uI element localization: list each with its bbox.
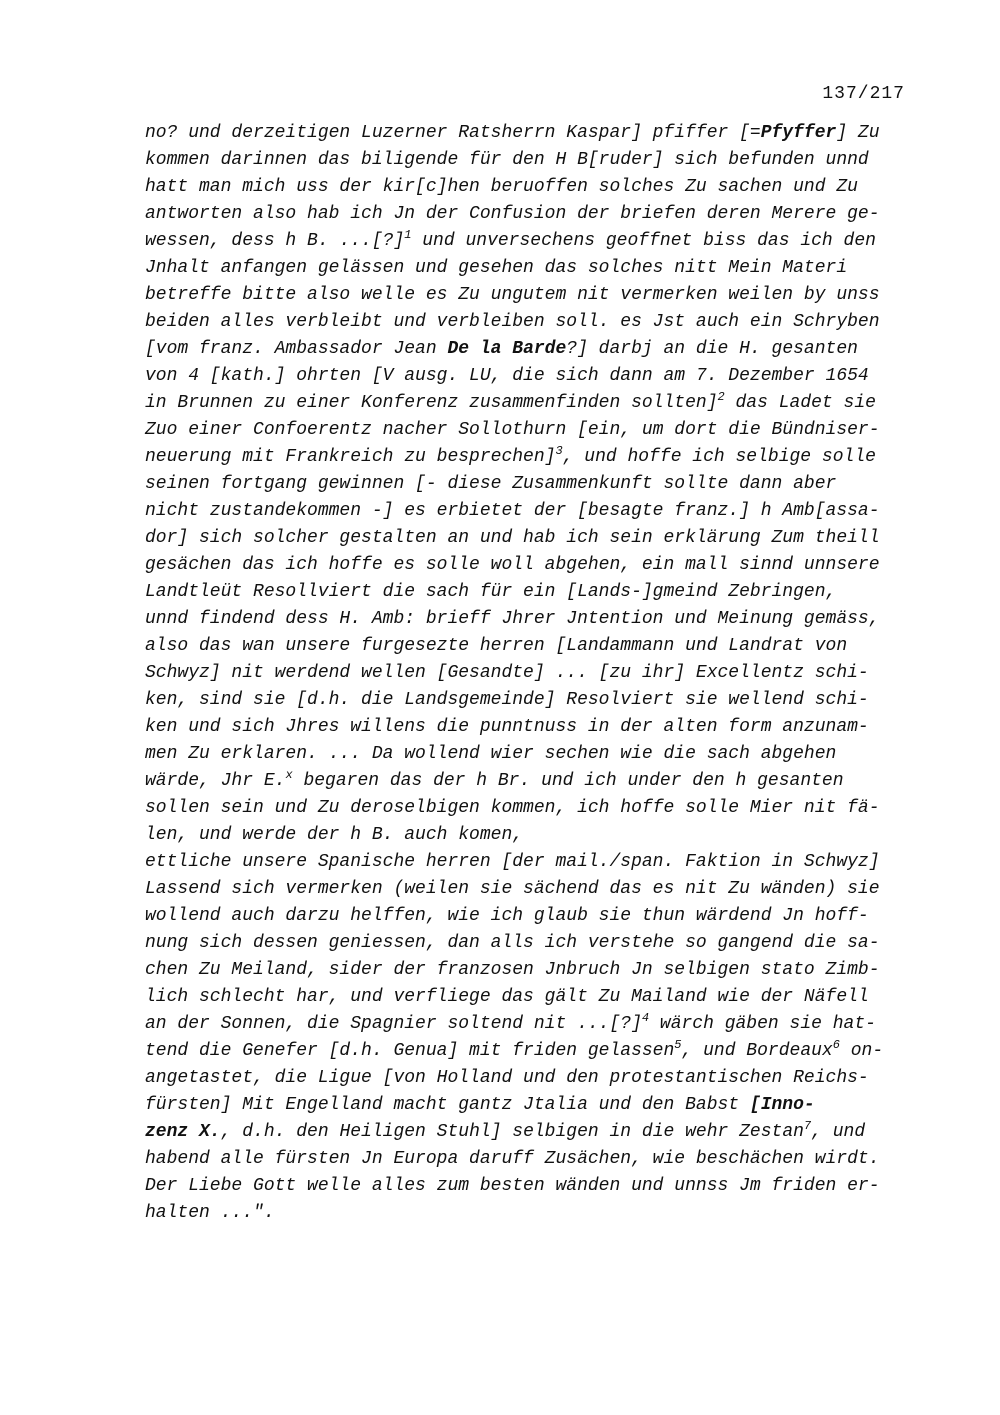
text-line bbox=[145, 417, 925, 444]
text-segment: , und hoffe ich selbige solle bbox=[562, 447, 876, 467]
emphasized-text: [Inno- bbox=[749, 1095, 815, 1115]
emphasized-text: Pfyffer bbox=[760, 123, 837, 143]
text-segment: nicht zustandekommen -] es erbietet der [besagte franz.] h Amb[assa- bbox=[145, 501, 880, 521]
text-segment: sollen sein und Zu deroselbigen kommen, ich hoffe solle Mier nit fä- bbox=[145, 798, 880, 818]
emphasized-text: zenz X. bbox=[145, 1122, 221, 1142]
text-segment: on- bbox=[839, 1041, 884, 1061]
text-segment: Lassend sich vermerken (weilen sie sächend das es nit Zu wänden) sie bbox=[145, 879, 880, 899]
text-segment: wärde, Jhr E. bbox=[145, 771, 286, 791]
text-segment: angetastet, die Ligue [von Holland und den protestantischen Reichs- bbox=[145, 1068, 869, 1088]
text-segment: len, und werde der h B. auch komen, bbox=[145, 825, 524, 845]
text-line bbox=[145, 714, 925, 741]
text-segment: seinen fortgang gewinnen [- diese Zusammenkunft sollte dann aber bbox=[145, 474, 837, 494]
text-segment: das Ladet sie bbox=[724, 393, 876, 413]
text-segment: von 4 [kath.] ohrten [V ausg. LU, die sich dann am 7. Dezember 1654 bbox=[145, 366, 869, 386]
text-line bbox=[145, 525, 925, 552]
text-segment: habend alle fürsten Jn Europa daruff Zusächen, wie beschächen wirdt. bbox=[145, 1149, 880, 1169]
text-segment: wollend auch darzu helffen, wie ich glaub sie thun wärdend Jn hoff- bbox=[145, 906, 869, 926]
text-line bbox=[145, 471, 925, 498]
text-segment: Der Liebe Gott welle alles zum besten wänden und unnss Jm friden er- bbox=[145, 1176, 880, 1196]
text-line bbox=[145, 174, 925, 201]
text-segment: fürsten] Mit Engelland macht gantz Jtalia und den Babst bbox=[145, 1095, 750, 1115]
text-segment: nung sich dessen geniessen, dan alls ich verstehe so gangend die sa- bbox=[145, 933, 880, 953]
text-line bbox=[145, 1146, 925, 1173]
text-line bbox=[145, 687, 925, 714]
text-line bbox=[145, 606, 925, 633]
text-segment: kommen darinnen das biligende für den H B[ruder] sich befunden unnd bbox=[145, 150, 869, 170]
text-line bbox=[145, 795, 925, 822]
footnote-marker: 3 bbox=[555, 444, 563, 458]
text-line bbox=[145, 1038, 925, 1065]
text-line bbox=[145, 363, 925, 390]
document-body bbox=[145, 120, 925, 1227]
text-line bbox=[145, 1173, 925, 1200]
footnote-marker: 1 bbox=[404, 228, 412, 242]
text-line bbox=[145, 282, 925, 309]
text-line bbox=[145, 120, 925, 147]
text-segment: Jnhalt anfangen gelässen und gesehen das solches nitt Mein Materi bbox=[145, 258, 848, 278]
text-segment: ettliche unsere Spanische herren [der mail./span. Faktion in Schwyz] bbox=[145, 852, 880, 872]
text-line bbox=[145, 228, 925, 255]
text-line bbox=[145, 552, 925, 579]
text-line bbox=[145, 255, 925, 282]
emphasized-text: De la Barde bbox=[447, 339, 567, 359]
footnote-marker: x bbox=[285, 768, 293, 782]
text-line bbox=[145, 741, 925, 768]
text-segment: ken, sind sie [d.h. die Landsgemeinde] Resolviert sie wellend schi- bbox=[145, 690, 869, 710]
text-segment: und unversechens geoffnet biss das ich den bbox=[411, 231, 876, 251]
text-line bbox=[145, 498, 925, 525]
text-line bbox=[145, 930, 925, 957]
text-segment: begaren das der h Br. und ich under den h gesanten bbox=[292, 771, 844, 791]
text-line bbox=[145, 390, 925, 417]
text-segment: lich schlecht har, und verfliege das gält Zu Mailand wie der Näfell bbox=[145, 987, 869, 1007]
text-line bbox=[145, 147, 925, 174]
text-segment: ] Zu bbox=[836, 123, 880, 143]
text-line bbox=[145, 1200, 925, 1227]
text-line bbox=[145, 633, 925, 660]
text-line bbox=[145, 822, 925, 849]
text-segment: betreffe bitte also welle es Zu ungutem nit vermerken weilen by unss bbox=[145, 285, 880, 305]
text-line bbox=[145, 957, 925, 984]
footnote-marker: 6 bbox=[832, 1038, 840, 1052]
text-segment: an der Sonnen, die Spagnier soltend nit ...[?] bbox=[145, 1014, 642, 1034]
text-segment: dor] sich solcher gestalten an und hab ich sein erklärung Zum theill bbox=[145, 528, 880, 548]
text-segment: beiden alles verbleibt und verbleiben soll. es Jst auch ein Schryben bbox=[145, 312, 880, 332]
footnote-marker: 5 bbox=[674, 1038, 682, 1052]
text-segment: wessen, dess h B. ...[?] bbox=[145, 231, 405, 251]
text-segment: Zuo einer Confoerentz nacher Sollothurn [ein, um dort die Bündniser- bbox=[145, 420, 880, 440]
text-line bbox=[145, 984, 925, 1011]
text-line bbox=[145, 768, 925, 795]
footnote-marker: 2 bbox=[717, 390, 725, 404]
text-segment: , und bbox=[811, 1122, 866, 1142]
text-segment: antworten also hab ich Jn der Confusion der briefen deren Merere ge- bbox=[145, 204, 880, 224]
text-segment: , und Bordeaux bbox=[681, 1041, 833, 1061]
text-segment: wärch gäben sie hat- bbox=[649, 1014, 876, 1034]
page-number: 137/217 bbox=[822, 84, 905, 104]
text-segment: tend die Genefer [d.h. Genua] mit friden gelassen bbox=[145, 1041, 675, 1061]
text-line bbox=[145, 579, 925, 606]
text-segment: chen Zu Meiland, sider der franzosen Jnbruch Jn selbigen stato Zimb- bbox=[145, 960, 880, 980]
text-line bbox=[145, 201, 925, 228]
footnote-marker: 7 bbox=[803, 1119, 812, 1133]
text-segment: [vom franz. Ambassador Jean bbox=[145, 339, 448, 359]
text-segment: ken und sich Jhres willens die punntnuss in der alten form anzunam- bbox=[145, 717, 869, 737]
text-segment: men Zu erklaren. ... Da wollend wier sechen wie die sach abgehen bbox=[145, 744, 837, 764]
text-line bbox=[145, 309, 925, 336]
text-line bbox=[145, 903, 925, 930]
footnote-marker: 4 bbox=[641, 1011, 650, 1025]
text-line bbox=[145, 660, 925, 687]
text-segment: Schwyz] nit werdend wellen [Gesandte] ... [zu ihr] Excellentz schi- bbox=[145, 663, 869, 683]
text-segment: halten ...". bbox=[145, 1203, 275, 1223]
text-segment: gesächen das ich hoffe es solle woll abgehen, ein mall sinnd unnsere bbox=[145, 555, 880, 575]
text-segment: unnd findend dess H. Amb: brieff Jhrer Jntention und Meinung gemäss, bbox=[145, 609, 880, 629]
text-segment: in Brunnen zu einer Konferenz zusammenfinden sollten] bbox=[145, 393, 718, 413]
text-line bbox=[145, 1065, 925, 1092]
text-line bbox=[145, 1119, 925, 1146]
text-segment: no? und derzeitigen Luzerner Ratsherrn Kaspar] pfiffer [= bbox=[145, 123, 761, 143]
text-segment: also das wan unsere furgesezte herren [Landammann und Landrat von bbox=[145, 636, 848, 656]
text-line bbox=[145, 1092, 925, 1119]
text-line bbox=[145, 444, 925, 471]
text-segment: , d.h. den Heiligen Stuhl] selbigen in die wehr Zestan bbox=[220, 1122, 804, 1142]
text-line bbox=[145, 336, 925, 363]
text-line bbox=[145, 1011, 925, 1038]
text-segment: hatt man mich uss der kir[c]hen beruoffen solches Zu sachen und Zu bbox=[145, 177, 858, 197]
text-segment: Landtleüt Resollviert die sach für ein [Lands-]gmeind Zebringen, bbox=[145, 582, 837, 602]
text-line bbox=[145, 849, 925, 876]
text-segment: ?] darbj an die H. gesanten bbox=[566, 339, 858, 359]
text-segment: neuerung mit Frankreich zu besprechen] bbox=[145, 447, 556, 467]
text-line bbox=[145, 876, 925, 903]
